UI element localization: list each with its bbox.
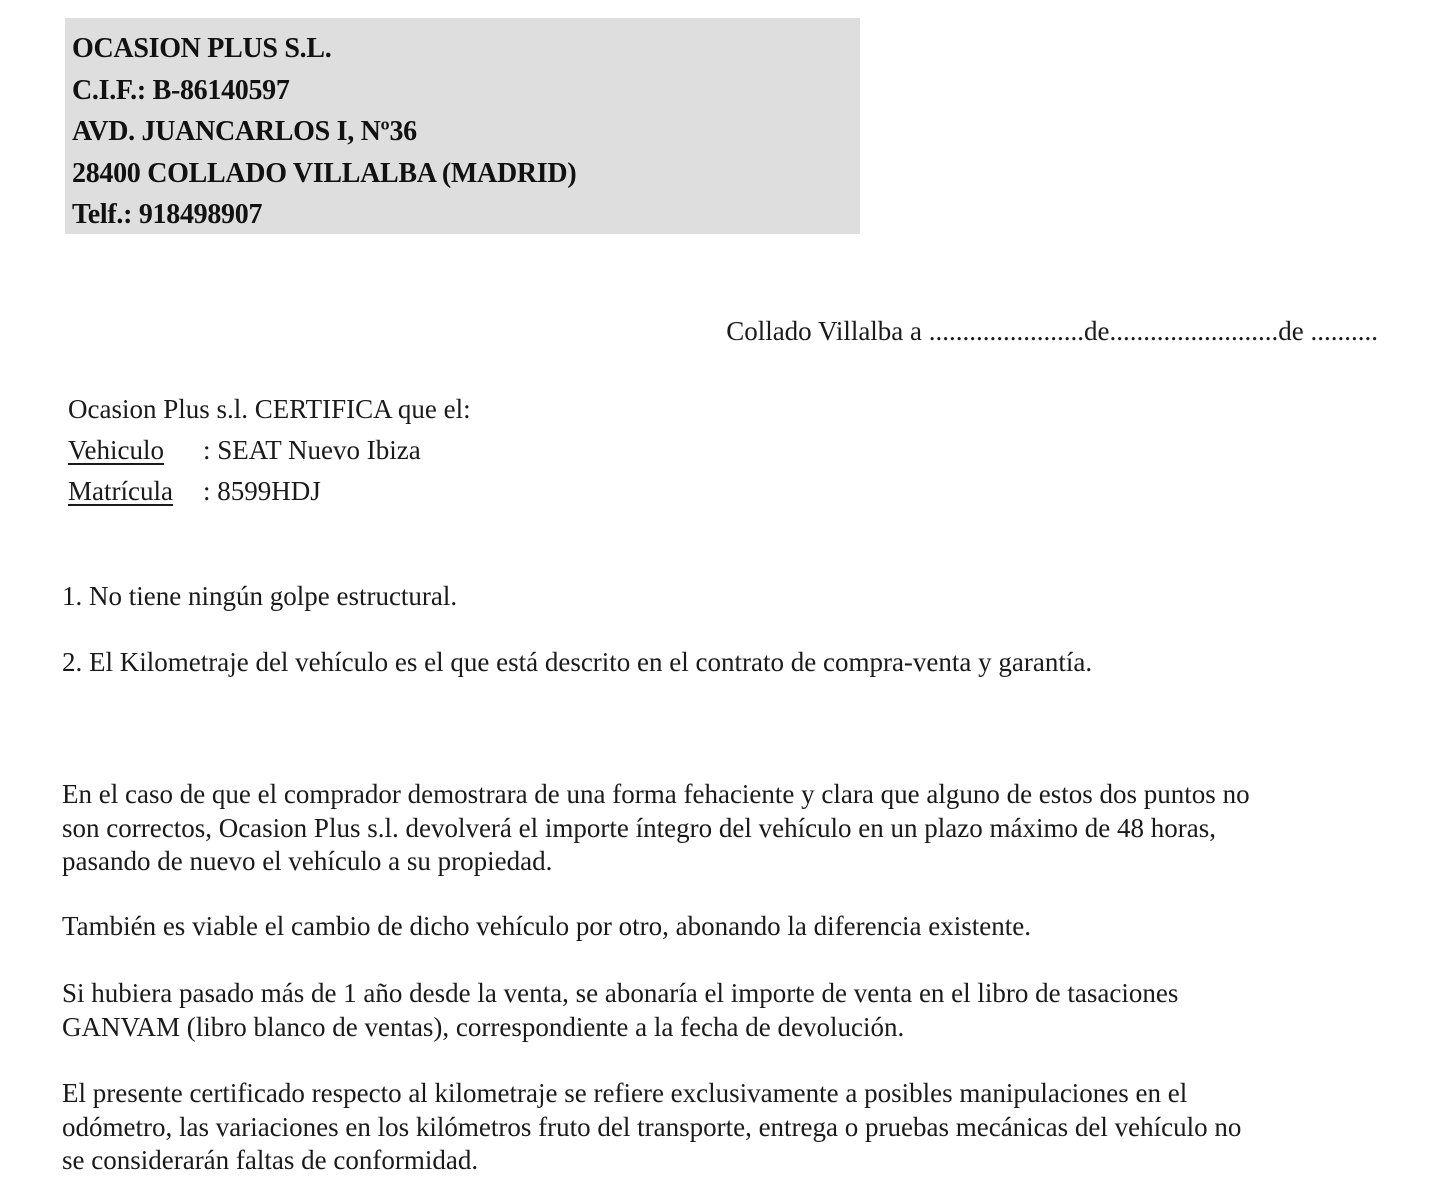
- company-address: AVD. JUANCARLOS I, Nº36: [72, 116, 417, 147]
- paragraph-line: pasando de nuevo el vehículo a su propiedad.: [62, 846, 553, 876]
- paragraph-exchange: [62, 910, 1392, 944]
- certification-block: [68, 389, 471, 512]
- point-no-structural-damage: 1. No tiene ningún golpe estructural.: [62, 581, 458, 611]
- company-cif: C.I.F.: B-86140597: [72, 74, 290, 106]
- paragraph-ganvam: [62, 977, 1392, 1044]
- paragraph-line: odómetro, las variaciones en los kilómetros fruto del transporte, entrega o pruebas mecánicas del vehículo no: [62, 1111, 1242, 1142]
- vehicle-value: : SEAT Nuevo Ibiza: [203, 435, 421, 465]
- plate-field: [68, 471, 471, 512]
- date-line: Collado Villalba a .......................de.........................de ..........: [726, 316, 1378, 346]
- point-mileage: 2. El Kilometraje del vehículo es el que está descrito en el contrato de compra-venta y garantía.: [62, 647, 1093, 677]
- company-header-box: [65, 18, 860, 234]
- certification-intro: Ocasion Plus s.l. CERTIFICA que el:: [68, 394, 471, 424]
- vehicle-label: Vehiculo: [68, 435, 164, 465]
- paragraph-line: También es viable el cambio de dicho vehículo por otro, abonando la diferencia existente.: [62, 911, 1032, 941]
- paragraph-line: se considerarán faltas de conformidad.: [62, 1145, 479, 1175]
- paragraph-refund-condition: [62, 778, 1392, 879]
- paragraph-odometer-disclaimer: [62, 1077, 1392, 1178]
- paragraph-line: son correctos, Ocasion Plus s.l. devolverá el importe íntegro del vehículo en un plazo máximo de 48 horas,: [62, 812, 1216, 843]
- company-phone: Telf.: 918498907: [72, 199, 263, 230]
- paragraph-line: El presente certificado respecto al kilometraje se refiere exclusivamente a posibles manipulaciones en el: [62, 1078, 1188, 1108]
- company-name: OCASION PLUS S.L.: [72, 33, 332, 64]
- plate-value: : 8599HDJ: [203, 476, 321, 506]
- company-city: 28400 COLLADO VILLALBA (MADRID): [72, 157, 577, 189]
- paragraph-line: En el caso de que el comprador demostrara de una forma fehaciente y clara que alguno de estos dos puntos no: [62, 779, 1250, 809]
- plate-label: Matrícula: [68, 476, 173, 506]
- paragraph-line: GANVAM (libro blanco de ventas), correspondiente a la fecha de devolución.: [62, 1011, 905, 1042]
- paragraph-line: Si hubiera pasado más de 1 año desde la venta, se abonaría el importe de venta en el libro de tasaciones: [62, 978, 1179, 1008]
- vehicle-field: [68, 430, 471, 471]
